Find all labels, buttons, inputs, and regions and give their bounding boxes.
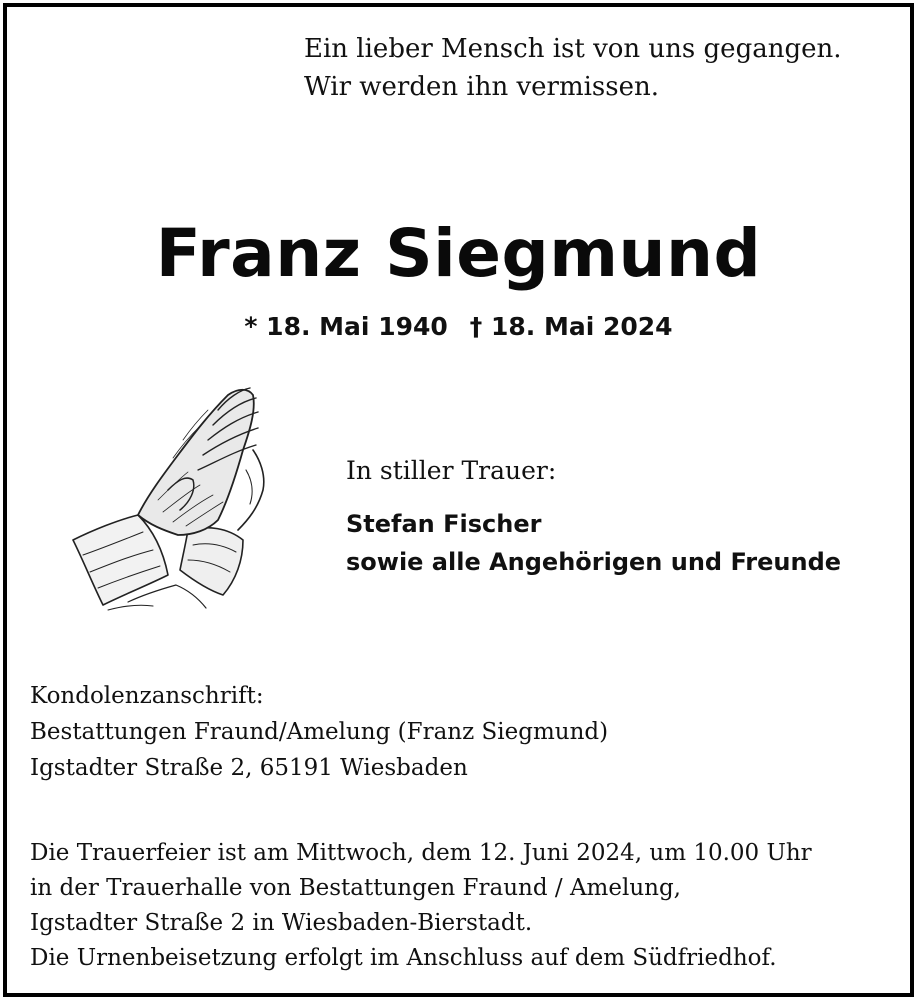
deceased-name: Franz Siegmund — [155, 215, 762, 292]
condolence-label: Kondolenzanschrift: — [30, 683, 264, 709]
ceremony-line-3: Igstadter Straße 2 in Wiesbaden-Bierstadt. — [30, 910, 533, 936]
condolence-line-1: Bestattungen Fraund/Amelung (Franz Siegmund) — [30, 719, 609, 745]
condolence-line-2: Igstadter Straße 2, 65191 Wiesbaden — [30, 755, 468, 781]
mourning-intro: In stiller Trauer: — [346, 456, 557, 485]
ceremony-line-1: Die Trauerfeier ist am Mittwoch, dem 12. Juni 2024, um 10.00 Uhr — [30, 840, 812, 866]
praying-hands-icon — [68, 380, 278, 620]
ceremony-line-2: in der Trauerhalle von Bestattungen Fraund / Amelung, — [30, 875, 681, 901]
motto-line-1: Ein lieber Mensch ist von uns gegangen. — [304, 34, 842, 64]
motto — [304, 30, 842, 106]
mourner-line-1: Stefan Fischer — [346, 510, 542, 538]
motto-line-2: Wir werden ihn vermissen. — [304, 72, 660, 102]
ceremony-line-4: Die Urnenbeisetzung erfolgt im Anschluss auf dem Südfriedhof. — [30, 945, 777, 971]
condolence-address — [30, 678, 608, 786]
life-dates — [0, 312, 917, 341]
death-date: † 18. Mai 2024 — [469, 312, 673, 341]
mourner-line-2: sowie alle Angehörigen und Freunde — [346, 548, 842, 576]
mourners-list — [346, 505, 841, 581]
ceremony-info — [30, 836, 812, 976]
birth-date: * 18. Mai 1940 — [244, 312, 448, 341]
